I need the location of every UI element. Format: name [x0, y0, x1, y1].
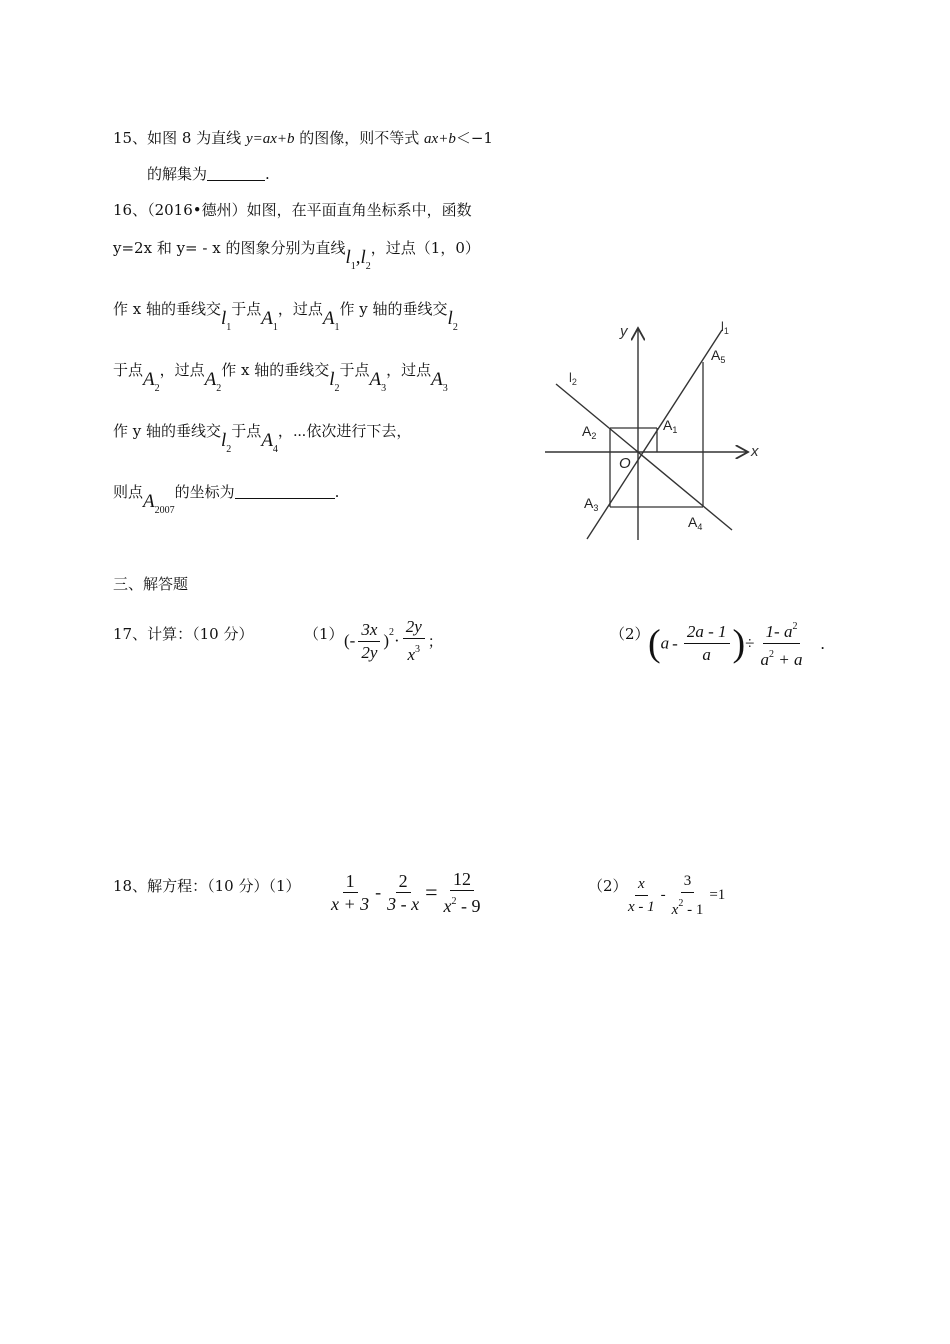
coordinate-figure: [540, 318, 770, 548]
q16-l2-text-b: ，过点（1，0）: [370, 239, 480, 257]
q17-part2-expr: (a - $\frac{2a - 1}{a}$ )÷ $\frac{1- a^2}{a^2 + a}$ .: [648, 617, 825, 670]
origin-label: O: [619, 455, 631, 472]
q16-l4-text-e: ，过点: [386, 361, 432, 379]
q16-period: .: [334, 483, 340, 501]
q16-l3-text-c: ，过点: [277, 300, 323, 318]
fraction: $\frac{12}{x^2 - 9}$: [443, 869, 481, 916]
symbol-A4: $A_4$: [261, 430, 278, 455]
fraction: $\frac{1}{x + 3}$: [331, 871, 370, 914]
q16-l4-text-c: 作 x 轴的垂线交: [221, 361, 330, 379]
q16-line5: [113, 421, 411, 460]
label-A1: $A_1$: [663, 417, 678, 435]
q15-answer-blank: [207, 164, 265, 181]
symbol-l2: $l_2$: [447, 308, 458, 333]
label-A3: $A_3$: [584, 495, 599, 513]
q18-part2-label: （2）: [588, 877, 628, 895]
q17-part1-label: （1）: [304, 625, 344, 643]
q16-l6-text-a: 则点: [113, 483, 144, 501]
symbol-A2: $A_2$: [143, 369, 160, 394]
q16-l5-text-c: ，⋯依次进行下去，: [277, 422, 412, 440]
symbol-A3: $A_3$: [369, 369, 387, 394]
q18-label: 18、解方程：（10 分）（1）: [113, 877, 301, 895]
fraction: $\frac{2y}{x^3}$: [403, 617, 425, 665]
symbol-l2: $l_2$: [329, 369, 340, 394]
fraction: $\frac{2a - 1}{a}$: [684, 622, 730, 665]
symbol-l1: $l_1$: [221, 308, 232, 333]
q15-period: .: [265, 165, 270, 183]
q18-part2-expr: $\frac{x}{x - 1}$ - $\frac{3}{x^2 - 1}$ =1: [622, 871, 725, 920]
q16-l5-text-b: 于点: [231, 422, 262, 440]
fraction: $\frac{3}{x^2 - 1}$: [671, 873, 704, 918]
fraction: $\frac{2}{3 - x}$: [387, 871, 420, 914]
fraction: $\frac{x}{x - 1}$: [628, 876, 655, 915]
symbol-A2007: $A_{2007}$: [143, 491, 175, 516]
q15-equation: y=ax+b: [245, 131, 295, 147]
q16-l4-text-d: 于点: [339, 361, 370, 379]
y-axis-label: y: [620, 323, 628, 340]
symbol-A3: $A_3$: [431, 369, 448, 394]
q16-line2: [113, 238, 480, 277]
q16-line3: [113, 299, 458, 338]
label-l1: $l_1$: [721, 319, 729, 336]
symbol-l2: $l_2$: [221, 430, 232, 455]
q15-line2: [147, 164, 270, 184]
q16-l4-text-b: ，过点: [159, 361, 205, 379]
q15-inequality: ax+b: [424, 131, 456, 147]
symbol-A1: $A_1$: [322, 308, 340, 333]
q16-answer-blank: [235, 482, 335, 499]
q16-line4: [113, 360, 448, 399]
q17-part2-label: （2）: [610, 625, 650, 643]
symbol-A1: $A_1$: [261, 308, 278, 333]
left-paren: (: [648, 622, 661, 665]
q15-line1: [113, 128, 493, 149]
q17-label: 17、计算：（10 分）: [113, 625, 254, 643]
q16-l3-text-b: 于点: [231, 300, 262, 318]
q18-part1-expr: $\frac{1}{x + 3}$ - $\frac{2}{3 - x}$ = $\frac{12}{x^2 - 9}$: [325, 869, 487, 916]
q16-l3-text-d: 作 y 轴的垂线交: [339, 300, 448, 318]
q16-l2-text-a: y=2x 和 y= - x 的图象分别为直线: [113, 239, 346, 257]
section-title: 三、解答题: [113, 575, 189, 593]
label-A4: $A_4$: [688, 514, 703, 532]
symbol-A2: $A_2$: [204, 369, 222, 394]
q16-line1: 16、（2016•德州）如图，在平面直角坐标系中，函数: [113, 201, 472, 219]
q15-text-a: 15、如图 8 为直线: [113, 129, 246, 147]
q15-text-c: ＜−1: [455, 129, 493, 147]
label-l2: $l_2$: [569, 370, 577, 387]
fraction: $\frac{1- a^2}{a^2 + a}$: [758, 617, 806, 670]
q16-l6-text-b: 的坐标为: [174, 483, 235, 501]
q16-l3-text-a: 作 x 轴的垂线交: [113, 300, 221, 318]
x-axis-label: x: [751, 443, 759, 460]
symbol-l1: $l_1,l_2$: [345, 247, 371, 272]
fraction: $\frac{3x}{2y}$: [358, 620, 380, 663]
q15-text-b: 的图像，则不等式: [294, 129, 425, 147]
line-l2: [556, 384, 732, 530]
q16-l5-text-a: 作 y 轴的垂线交: [113, 422, 222, 440]
label-A5: $A_5$: [711, 347, 726, 365]
q15-answer-prompt: 的解集为: [147, 165, 208, 183]
q16-l4-text-a: 于点: [113, 361, 144, 379]
label-A2: $A_2$: [582, 423, 597, 441]
q16-line6: [113, 482, 339, 521]
q17-part1-expr: (- $\frac{3x}{2y}$ )$^2$· $\frac{2y}{x^3}$ ；: [344, 617, 443, 664]
right-paren: ): [732, 622, 746, 665]
